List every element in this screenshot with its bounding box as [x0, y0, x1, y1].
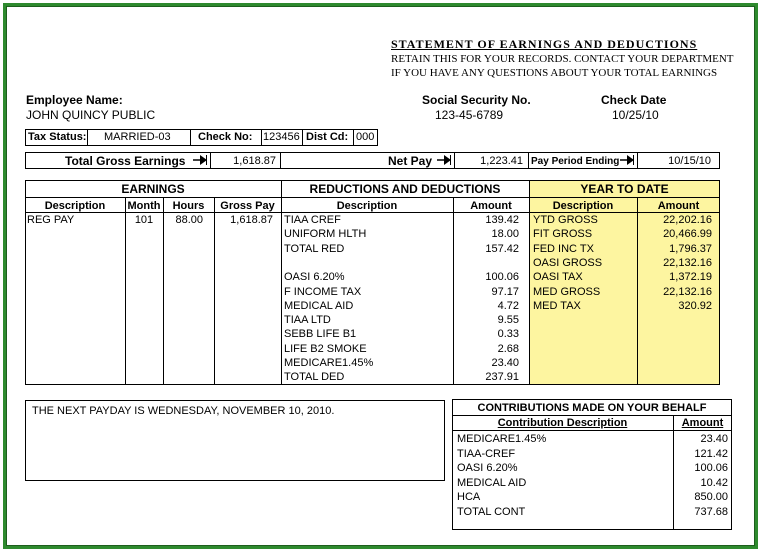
deduction-row-amount: 100.06 [485, 271, 519, 284]
earnings-row-description: REG PAY [27, 214, 75, 226]
deduction-row-description: MEDICAL AID [284, 299, 354, 312]
check-date-label: Check Date [601, 93, 667, 107]
contribution-row-description: HCA [457, 491, 481, 504]
arrow-right-icon [437, 155, 451, 165]
ytd-row-description: MED TAX [533, 299, 581, 312]
deduction-row-description: F INCOME TAX [284, 285, 362, 298]
dist-cd-label: Dist Cd: [306, 131, 349, 143]
contribution-row-description: TIAA-CREF [457, 447, 516, 460]
contribution-row-description: MEDICAL AID [457, 476, 527, 489]
deduction-row-amount: 0.33 [497, 328, 519, 341]
contribution-row-amount: 737.68 [694, 506, 728, 518]
deduction-row-description: UNIFORM HLTH [284, 228, 367, 241]
deduction-row-description: TIAA LTD [284, 314, 331, 327]
ytd-row-description: YTD GROSS [533, 214, 598, 226]
contributions-title: CONTRIBUTIONS MADE ON YOUR BEHALF [477, 402, 707, 414]
ytd-row-amount: 22,132.16 [663, 285, 712, 298]
contribution-row-description: MEDICARE1.45% [457, 433, 547, 445]
earnings-row-hours: 88.00 [175, 214, 203, 226]
earnings-header-month: Month [127, 200, 161, 212]
deduction-row-description: TOTAL DED [284, 371, 345, 384]
contribution-row-amount: 850.00 [694, 491, 728, 504]
contribution-row-description: TOTAL CONT [457, 506, 526, 518]
employee-name: JOHN QUINCY PUBLIC [26, 108, 156, 122]
ytd-header-amount: Amount [657, 200, 700, 212]
net-pay-value: 1,223.41 [480, 155, 523, 167]
ytd-row-amount: 320.92 [678, 299, 712, 312]
ytd-header-description: Description [552, 200, 614, 212]
ssn-label: Social Security No. [422, 93, 531, 107]
deduction-row-amount: 157.42 [485, 242, 519, 255]
header-line-2: IF YOU HAVE ANY QUESTIONS ABOUT YOUR TOTAL EARNINGS [391, 67, 718, 79]
pay-period-label: Pay Period Ending [531, 156, 620, 167]
pay-period-value: 10/15/10 [668, 155, 711, 167]
deduction-row-description: SEBB LIFE B1 [284, 328, 357, 341]
ytd-row-amount: 22,132.16 [663, 256, 712, 269]
contributions-header-description: Contribution Description [497, 417, 628, 429]
deduction-row-amount: 4.72 [497, 299, 519, 312]
earnings-header-gross: Gross Pay [220, 200, 275, 212]
earnings-header-hours: Hours [172, 200, 205, 212]
check-date-value: 10/25/10 [612, 108, 659, 122]
contribution-row-amount: 10.42 [700, 476, 728, 489]
deductions-header-amount: Amount [470, 200, 512, 212]
ytd-row-amount: 1,372.19 [669, 271, 712, 284]
ytd-row-description: OASI GROSS [533, 256, 603, 269]
ytd-row-description: FIT GROSS [533, 228, 593, 241]
deductions-title: REDUCTIONS AND DEDUCTIONS [309, 182, 501, 196]
deduction-row-description: TIAA CREF [284, 214, 341, 226]
statement-title: STATEMENT OF EARNINGS AND DEDUCTIONS [391, 37, 698, 51]
earnings-title: EARNINGS [121, 182, 185, 196]
arrow-right-icon [620, 155, 634, 165]
gross-earnings-value: 1,618.87 [233, 155, 276, 167]
contributions-header-amount: Amount [681, 417, 724, 429]
deduction-row-amount: 97.17 [491, 285, 519, 298]
contribution-row-amount: 121.42 [694, 447, 728, 460]
earnings-header-description: Description [44, 200, 106, 212]
deduction-row-amount: 23.40 [491, 357, 519, 369]
deduction-row-description: LIFE B2 SMOKE [284, 342, 367, 355]
gross-earnings-label: Total Gross Earnings [65, 154, 186, 168]
ytd-title: YEAR TO DATE [580, 182, 669, 196]
ytd-row-amount: 20,466.99 [663, 228, 712, 241]
deduction-row-description: OASI 6.20% [284, 271, 345, 284]
tax-status-value: MARRIED-03 [104, 131, 171, 143]
contribution-row-amount: 23.40 [700, 433, 728, 445]
dist-cd-value: 000 [356, 131, 375, 143]
ytd-row-amount: 22,202.16 [663, 214, 712, 226]
net-pay-label: Net Pay [388, 154, 433, 168]
header-line-1: RETAIN THIS FOR YOUR RECORDS. CONTACT YOUR DEPARTMENT [391, 53, 734, 65]
deduction-row-amount: 9.55 [497, 314, 519, 327]
arrow-right-icon [193, 155, 207, 165]
deduction-row-amount: 2.68 [497, 342, 519, 355]
deduction-row-amount: 237.91 [485, 371, 519, 384]
tax-status-label: Tax Status: [28, 131, 87, 143]
ytd-row-description: OASI TAX [533, 271, 583, 284]
ytd-row-description: FED INC TX [533, 242, 594, 255]
ytd-row-amount: 1,796.37 [669, 242, 712, 255]
contribution-row-amount: 100.06 [694, 462, 728, 475]
earnings-row-gross: 1,618.87 [230, 214, 273, 226]
contribution-row-description: OASI 6.20% [457, 462, 518, 475]
check-no-label: Check No: [198, 131, 253, 143]
deduction-row-amount: 139.42 [485, 214, 519, 226]
employee-name-label: Employee Name: [26, 93, 123, 107]
deduction-row-amount: 18.00 [491, 228, 519, 241]
deduction-row-description: TOTAL RED [284, 242, 345, 255]
ytd-row-description: MED GROSS [533, 285, 601, 298]
deductions-header-description: Description [336, 200, 398, 212]
earnings-row-month: 101 [134, 214, 154, 226]
next-payday-message: THE NEXT PAYDAY IS WEDNESDAY, NOVEMBER 10, 2010. [32, 405, 335, 417]
check-no-value: 123456 [263, 131, 300, 143]
ssn-value: 123-45-6789 [435, 108, 504, 122]
deduction-row-description: MEDICARE1.45% [284, 357, 374, 369]
